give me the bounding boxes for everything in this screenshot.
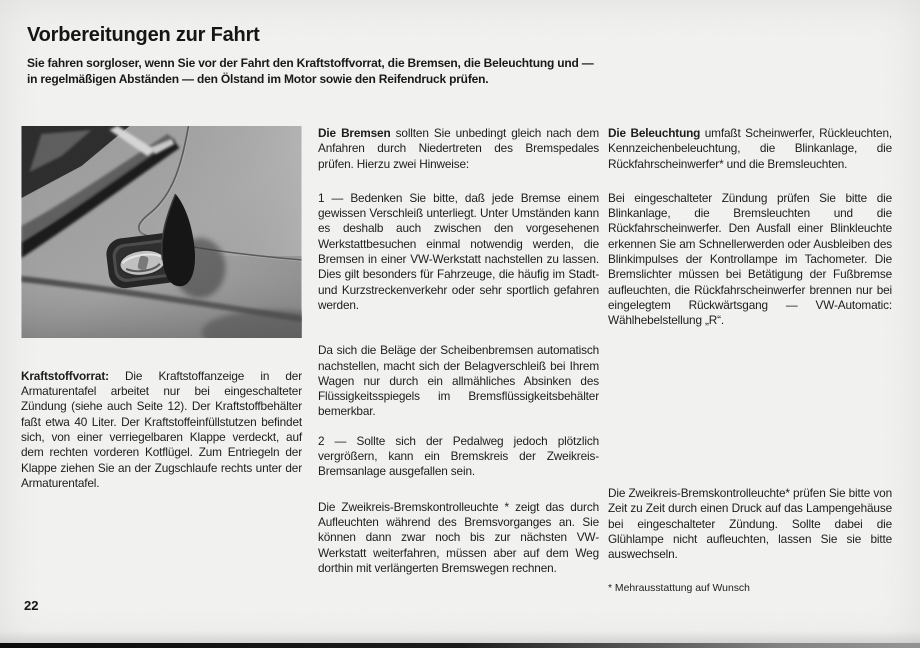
lighting-check-paragraph: Bei eingeschalteter Zündung prüfen Sie bitte die Blinkanlage, die Bremsleuchten und die Rückfahrscheinwerfer. Den Ausfall einer Blinkleuchte erkennen Sie am Schnellerwerden oder Ausbleiben des Blinkimpulses der Kontrollampe im Tachometer. Die Bremslichter müssen bei Betätigung der Fußbremse aufleuchten, die Rückfahrscheinwerfer brennen nur bei eingelegtem Rückwärtsgang — VW-Automatic: Wählhebelstellung „R“. <box>608 190 892 328</box>
lighting-lead: Die Beleuchtung <box>608 126 701 140</box>
brakes-disc-paragraph: Da sich die Beläge der Scheibenbremsen automatisch nachstellen, macht sich der Belagverschleiß bei Ihrem Wagen nur durch ein allmähliches Absinken des Flüssigkeitsspiegels im Bremsflüssigkeitsbehälter bemerkbar. <box>318 343 599 419</box>
lighting-column <box>608 126 892 641</box>
brakes-lead: Die Bremsen <box>318 126 391 140</box>
brakes-note-1-paragraph: 1 — Bedenken Sie bitte, daß jede Bremse einem gewissen Verschleiß unterliegt. Unter Umständen kann es deshalb auch zwischen den vorgesehenen Werkstattbesuchen einmal notwendig werden, die Bremsen in einer VW-Werkstatt nachstellen zu lassen. Dies gilt besonders für Fahrzeuge, die häufig im Stadt- und Kurzstreckenverkehr oder sehr sportlich gefahren werden. <box>318 190 599 312</box>
scan-edge-line <box>0 643 920 648</box>
fuel-section-text: Die Kraftstoffanzeige in der Armaturentafel arbeitet nur bei eingeschalteter Zündung (siehe auch Seite 12). Der Kraftstoffbehälter faßt etwa 40 Liter. Der Kraftstoffeinfüllstutzen befindet sich, von einer verriegelbaren Klappe verdeckt, auf dem rechten vorderen Kotflügel. Zum Entriegeln der Klappe ziehen Sie an der Zugschlaufe rechts unter der Armaturentafel. <box>21 368 302 490</box>
brakes-note-2-paragraph: 2 — Sollte sich der Pedalweg jedoch plötzlich vergrößern, kann ein Bremskreis der Zweikreis-Bremsanlage ausgefallen sein. <box>318 433 599 479</box>
brakes-intro-text: sollten Sie unbedingt gleich nach dem Anfahren durch Niedertreten des Bremspedales prüfen. Hierzu zwei Hinweise: <box>318 126 599 171</box>
intro-text: Sie fahren sorgloser, wenn Sie vor der Fahrt den Kraftstoffvorrat, die Bremsen, die Beleuchtung und — in regelmäßigen Abständen — den Ölstand im Motor sowie den Reifendruck prüfen. <box>27 56 594 86</box>
lighting-intro-text: umfaßt Scheinwerfer, Rückleuchten, Kennzeichenbeleuchtung, die Blinkanlage, die Rückfahrscheinwerfer* und die Bremsleuchten. <box>608 126 892 171</box>
page-number: 22 <box>24 598 39 613</box>
fuel-section-paragraph <box>21 369 302 491</box>
brakes-intro-paragraph <box>318 126 599 172</box>
page-title: Vorbereitungen zur Fahrt <box>27 24 260 46</box>
fuel-flap-photo-image <box>21 126 302 338</box>
brakes-column <box>318 126 599 595</box>
warnlight-check-paragraph: Die Zweikreis-Bremskontrolleuchte* prüfen Sie bitte von Zeit zu Zeit durch einen Druck auf das Lampengehäuse bei eingeschalteter Zündung. Sollte dabei die Glühlampe nicht aufleuchten, lassen Sie sie bitte auswechseln. <box>608 486 892 562</box>
lighting-lower-block <box>608 486 892 616</box>
fuel-flap-photo <box>21 126 302 338</box>
lighting-intro-paragraph <box>608 126 892 172</box>
brakes-warnlight-paragraph: Die Zweikreis-Bremskontrolleuchte * zeigt das durch Aufleuchten während des Bremsvorganges an. Sie können dann zwar noch bis zur nächsten VW-Werkstatt weiterfahren, müssen aber auf dem Weg dorthin mit verlängerten Bremswegen rechnen. <box>318 499 599 575</box>
footnote-text: * Mehrausstattung auf Wunsch <box>608 583 750 595</box>
fuel-section-lead: Kraftstoffvorrat: <box>21 368 109 383</box>
